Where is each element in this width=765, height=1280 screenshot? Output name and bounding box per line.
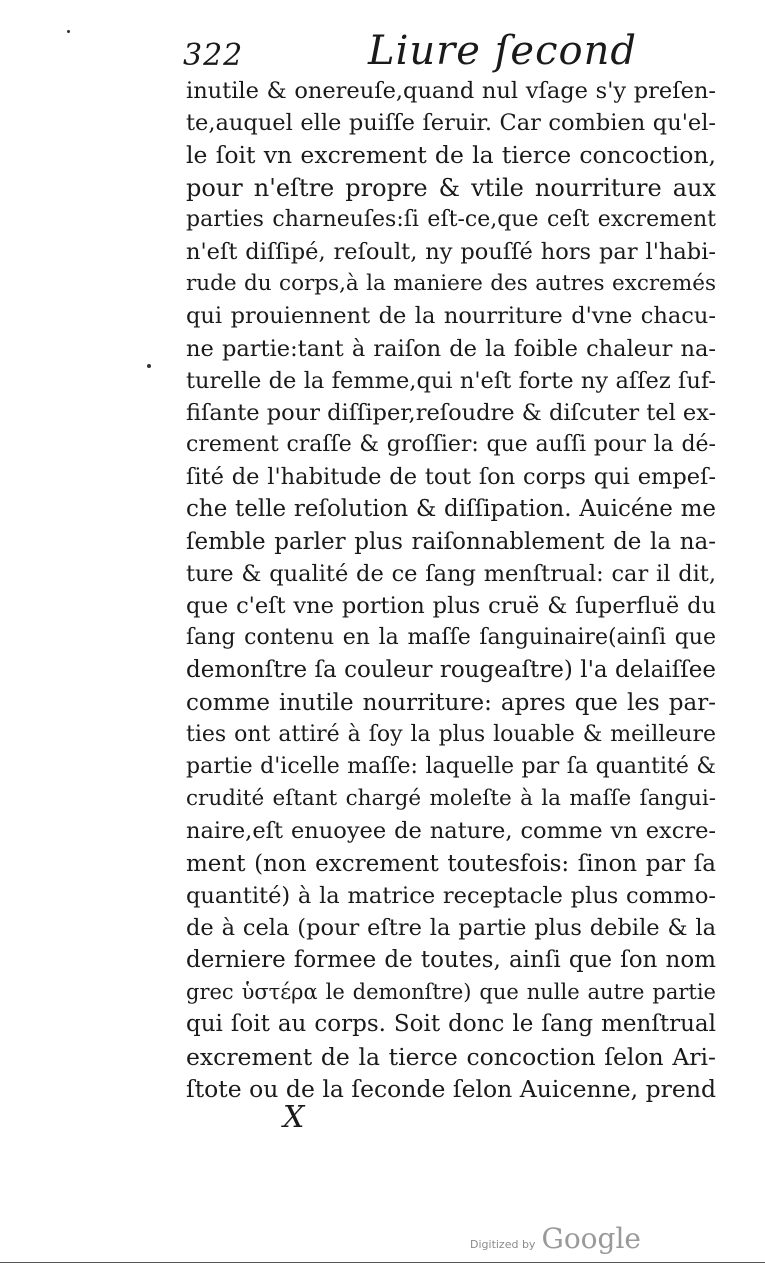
- ink-speck: [147, 364, 151, 368]
- signature-mark: X: [283, 1100, 305, 1135]
- page-number: 322: [183, 38, 244, 73]
- body-text: [186, 75, 716, 1105]
- text-line: comme inutile nourriture: apres que les par-: [186, 689, 716, 716]
- text-line: te,auquel elle puiſſe ſeruir. Car combien qu'el-: [186, 110, 716, 137]
- text-line: naire,eſt enuoyee de nature, comme vn excre-: [186, 818, 716, 845]
- page-edge-rule: [0, 1262, 765, 1263]
- text-line: excrement de la tierce concoction ſelon Ari-: [186, 1042, 716, 1071]
- text-line: le ſoit vn excrement de la tierce concoction,: [186, 141, 716, 170]
- text-line: crement craſſe & groſſier: que auſſi pour la dé-: [186, 432, 716, 458]
- text-line: ſang contenu en la maſſe ſanguinaire(ainſi que: [186, 625, 716, 651]
- text-line: turelle de la femme,qui n'eſt forte ny aſſez ſuf-: [186, 367, 716, 394]
- text-line: partie d'icelle maſſe: laquelle par ſa quantité &: [186, 753, 716, 779]
- ink-speck: [67, 30, 70, 33]
- text-line: crudité eſtant chargé moleſte à la maſſe ſangui-: [186, 786, 716, 812]
- text-line: pour n'eſtre propre & vtile nourriture aux: [186, 173, 716, 202]
- text-line: ſtote ou de la ſeconde ſelon Auicenne, prend: [186, 1074, 716, 1103]
- running-title: Liure ſecond: [368, 28, 637, 74]
- text-line: parties charneuſes:ſi eſt-ce,que ceſt excrement: [186, 206, 716, 232]
- text-line: che telle reſolution & diſſipation. Auicéne me: [186, 496, 716, 523]
- text-line: ties ont attiré à ſoy la plus louable & meilleure: [186, 721, 716, 747]
- text-line: grec ὑστέρα le demonſtre) que nulle autre partie: [186, 980, 716, 1005]
- text-line: ne partie:tant à raiſon de la foible chaleur na-: [186, 335, 716, 362]
- text-line: demonſtre ſa couleur rougeaſtre) l'a delaiſſee: [186, 657, 716, 684]
- text-line: ment (non excrement toutesfois: ſinon par ſa: [186, 850, 716, 877]
- text-line: inutile & onereuſe,quand nul vſage s'y preſen-: [186, 78, 716, 104]
- text-line: que c'eſt vne portion plus cruë & ſuperfluë du: [186, 593, 716, 619]
- digitized-watermark: [470, 1222, 641, 1256]
- page-header: [183, 28, 723, 76]
- text-line: ture & qualité de ce ſang menſtrual: car il dit,: [186, 560, 716, 587]
- text-line: rude du corps,à la maniere des autres excremés: [186, 271, 716, 297]
- text-line: qui prouiennent de la nourriture d'vne chacu-: [186, 303, 716, 330]
- text-line: qui ſoit au corps. Soit donc le ſang menſtrual: [186, 1011, 716, 1038]
- text-line: de à cela (pour eſtre la partie plus debile & la: [186, 914, 716, 941]
- watermark-prefix: Digitized by: [470, 1238, 536, 1251]
- text-line: derniere formee de toutes, ainſi que ſon nom: [186, 947, 716, 974]
- text-line: fiſante pour diſſiper,reſoudre & diſcuter tel ex-: [186, 399, 717, 426]
- text-line: n'eſt diſſipé, reſoult, ny pouſſé hors par l'habi-: [186, 238, 716, 265]
- text-line: ſité de l'habitude de tout ſon corps qui empeſ-: [186, 464, 716, 491]
- watermark-brand: Google: [541, 1222, 641, 1255]
- text-line: ſemble parler plus raiſonnablement de la na-: [186, 528, 716, 555]
- text-line: quantité) à la matrice receptacle plus commo-: [186, 882, 716, 909]
